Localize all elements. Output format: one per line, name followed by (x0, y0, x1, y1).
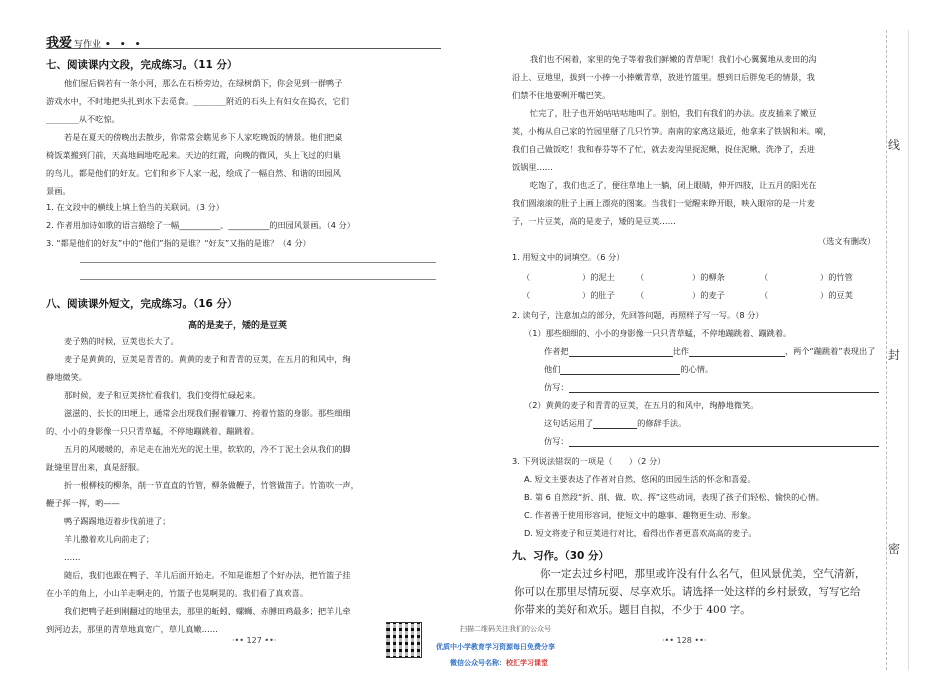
fill-word[interactable]: ）的柳条 (692, 272, 725, 282)
story-cont-line-1: 我们也不闲着，家里的兔子等着我们鲜嫩的青草呢！我们小心翼翼地从麦田的沟 (530, 54, 817, 64)
fill-word[interactable]: ）的麦子 (692, 290, 725, 300)
essay-line-2: 你可以在那里尽情玩耍、尽享欢乐。请选择一处这样的乡村景致，写写它给 (514, 586, 861, 598)
fill-word[interactable]: ）的肚子 (582, 290, 615, 300)
story-cont-line-4: 忙完了，肚子也开始咕咕咕地叫了。别怕，我们有我们的办法。皮皮插来了嫩豆 (530, 108, 817, 118)
answer-line[interactable] (80, 279, 436, 280)
sec7-passage-line-3: ________从不吃惊。 (46, 114, 120, 124)
story-line-15: 在小羊的角上，小山羊走啊走的，竹篮子也晃啊晃的。我们看了真欢喜。 (46, 588, 309, 598)
sec9-heading: 九、习作。（30 分） (512, 550, 610, 562)
footer-account-name: 校汇学习课堂 (506, 659, 548, 667)
blank-line[interactable] (593, 419, 637, 429)
fill-open: （ (522, 290, 531, 300)
story-line-2: 麦子是黄黄的，豆荚是青青的。黄黄的麦子和青青的豆荚，在五月的和风中，绚 (64, 354, 351, 364)
imitate-1 (544, 382, 879, 393)
fill-word[interactable]: ）的泥土 (582, 272, 615, 282)
story-line-8: 趾缝里冒出来，真是舒服。 (46, 462, 145, 472)
brand-name: 我爱 (46, 36, 73, 51)
binding-mark-line: 线 (888, 138, 901, 152)
fill-word[interactable]: ）的豆荚 (820, 290, 853, 300)
rq2-2-line (544, 418, 686, 429)
source-note: （选文有删改） (818, 236, 876, 246)
sec7-passage-line-7: 景画。 (46, 186, 71, 196)
answer-line[interactable] (80, 262, 436, 263)
q2-text-b: 比作 (672, 346, 689, 356)
page-number-right-value: 128 (676, 636, 692, 645)
story-line-14: 随后，我们也跟在鸭子、羊儿后面开始走。不知是谁想了个好办法，把竹篮子挂 (64, 570, 351, 580)
imitate-2 (544, 436, 879, 447)
q2-text-g: 的修辞手法。 (637, 418, 687, 428)
binding-line (886, 30, 887, 670)
story-cont-line-2: 沿上、豆地里，拔到一小捧一小捧嫩青草，放进竹篮里。想到日后胖兔毛的情景，我 (512, 72, 815, 82)
story-line-7: 五月的风暖暖的，赤足走在油光光的泥土里，软软的，冷不丁泥土会从我们的脚 (64, 444, 351, 454)
q2-text-c: ，两个“蹦跳着”表现出了 (784, 346, 876, 356)
sec7-heading: 七、阅读课内文段，完成练习。（11 分） (46, 59, 238, 71)
sec7-q3: 3. “都是他们的好友”中的“他们”指的是谁？“好友”又指的是谁？（4 分） (46, 238, 311, 248)
header-rule (46, 48, 441, 49)
fill-open: （ (760, 272, 769, 282)
qr-code-overlay (386, 622, 420, 656)
rq3: 3. 下列说法错误的一项是（ ）（2 分） (512, 456, 666, 466)
story-line-1: 麦子熟的时候，豆荚也长大了。 (64, 336, 179, 346)
footer-account (450, 658, 548, 668)
essay-line-3: 你带来的美好和欢乐。题目自拟，不少于 400 字。 (514, 604, 751, 616)
footer-scan-text: 扫描二维码关注我们的公众号 (460, 625, 551, 633)
story-title: 高的是麦子，矮的是豆荚 (188, 321, 288, 331)
sec7-q1: 1. 在文段中的横线上填上恰当的关联词。（3 分） (46, 202, 224, 212)
story-line-17: 到河边去，那里的青草地真宽广，草儿真嫩…… (46, 624, 218, 634)
fill-open: （ (636, 272, 645, 282)
sec7-passage-line-5: 椅饭菜搬到门前，天高地阔地吃起来。天边的红霞，向晚的微风，头上飞过的归巢 (46, 150, 341, 160)
rq2-2: （2）黄黄的麦子和青青的豆荚，在五月的和风中，绚静地微笑。 (524, 400, 759, 410)
imitate-label: 仿写： (544, 382, 569, 392)
footer-account-label: 微信公众号名称： (450, 659, 506, 667)
fill-open: （ (636, 290, 645, 300)
page-number-left-value: 127 (246, 636, 262, 645)
story-line-9: 折一根柳枝的柳条，削一节直直的竹管，柳条做鞭子，竹管做笛子。竹笛吹一声， (64, 480, 359, 490)
option-c[interactable]: C. 作者善于使用形容词，使短文中的趣事、趣物更生动、形象。 (524, 510, 756, 520)
rq2-1-line2 (544, 364, 713, 375)
story-cont-line-10: 子，一片豆荚，高的是麦子，矮的是豆荚…… (512, 216, 676, 226)
q2-text-a: 作者把 (544, 346, 569, 356)
fill-open: （ (522, 272, 531, 282)
story-cont-line-9: 我们圆滚滚的肚子上画上漂亮的图案。当我们一觉醒来睁开眼，映入眼帘的是一片麦 (512, 198, 815, 208)
imitate-label: 仿写： (544, 436, 569, 446)
page-number-right: ·•• 128 ••· (662, 636, 707, 645)
fill-word[interactable]: ）的竹管 (820, 272, 853, 282)
rq2-1: （1）那些细细的、小小的身影像一只只青草蜢，不停地蹦跳着、蹦跳着。 (524, 328, 792, 338)
blank-line[interactable] (569, 383, 879, 393)
page-number-left: ·•• 127 ••· (232, 636, 277, 645)
q2-text-f: 这句话运用了 (544, 418, 594, 428)
rq2-1-line1 (544, 346, 875, 357)
sec8-heading: 八、阅读课外短文，完成练习。（16 分） (46, 298, 238, 310)
story-line-6: 的、小小的身影像一只只青草蜢，不停地蹦跳着、蹦跳着。 (46, 426, 259, 436)
story-line-12: 羊儿撒着欢儿向前走了； (64, 534, 155, 544)
fill-open: （ (760, 290, 769, 300)
q2-text-e: 的心情。 (680, 364, 714, 374)
story-cont-line-6: 我们自己做饭吃！我和春芬等不了忙，就去麦沟里捉泥鳅，捉住泥鳅，洗净了，丢进 (512, 144, 815, 154)
blank-line[interactable] (569, 347, 673, 357)
footer-promo-line: 优质中小学教育学习资源每日免费分享 (436, 643, 555, 651)
option-a[interactable]: A. 短文主要表达了作者对自然、悠闲的田园生活的怀念和喜爱。 (524, 474, 756, 484)
option-d[interactable]: D. 短文将麦子和豆荚进行对比，看得出作者更喜欢高高的麦子。 (524, 528, 757, 538)
story-cont-line-5: 荚，小梅从自己家的竹园里掰了几只竹笋。南南的家离这最近，他拿来了铁锅和米。嗬， (512, 126, 832, 136)
sec7-passage-line-2: 游戏水中，不时地把头扎到水下去觅食。________附近的石头上有妇女在捣衣，它们 (46, 96, 349, 106)
brand-sub: 写作业 (74, 40, 102, 50)
blank-line[interactable] (689, 347, 785, 357)
sec7-passage-line-4: 若是在夏天的傍晚出去散步，你常常会瞧见乡下人家吃晚饭的情景。他们把桌 (64, 132, 343, 142)
q2-text-d: 他们 (544, 364, 561, 374)
story-line-13: …… (64, 552, 81, 562)
binding-mark-seal: 封 (888, 348, 901, 362)
sec7-passage-line-1: 他们屋后倘若有一条小河，那么在石桥旁边，在绿树荫下，你会见到一群鸭子 (64, 78, 343, 88)
story-line-3: 静地微笑。 (46, 372, 87, 382)
binding-mark-secret: 密 (888, 542, 901, 556)
blank-line[interactable] (569, 437, 879, 447)
sec7-q2: 2. 作者用加诗如歌的语言描绘了一幅__________、__________的田园风景画。（4 分） (46, 220, 355, 230)
sec7-passage-line-6: 的鸟儿，都是他们的好友。它们和乡下人家一起，绘成了一幅自然、和谐的田园风 (46, 168, 341, 178)
story-line-5: 滋滋的、长长的田埂上，通常会出现我们握着镰刀、挎着竹篮的身影。那些细细 (64, 408, 351, 418)
story-cont-line-3: 们禁不住地要咧开嘴巴笑。 (512, 90, 611, 100)
rq1: 1. 用短文中的词填空。（6 分） (512, 252, 625, 262)
brand-dots: • • • (105, 40, 144, 50)
essay-line-1: 你一定去过乡村吧，那里或许没有什么名气，但风景优美，空气清新， (540, 568, 866, 580)
story-cont-line-8: 吃饱了，我们也乏了，便往草地上一躺，闭上眼睛，伸开四肢，让五月的阳光在 (530, 180, 817, 190)
story-line-4: 那时候，麦子和豆荚挤忙看我们，我们变得忙碌起来。 (64, 390, 261, 400)
story-line-16: 我们把鸭子赶到刚翻过的地里去，那里的蚯蚓、螺蛳、赤膊田鸡最多；把羊儿牵 (64, 606, 351, 616)
blank-line[interactable] (560, 365, 680, 375)
story-line-10: 鞭子挥一挥，哟—— (46, 498, 120, 508)
option-b[interactable]: B. 第 6 自然段“折、削、做、吹、挥”这些动词，表现了孩子们轻松、愉快的心情。 (524, 492, 824, 502)
rq2: 2. 读句子，注意加点的部分，先回答问题，再照样子写一写。（8 分） (512, 310, 764, 320)
story-cont-line-7: 饭锅里…… (512, 162, 553, 172)
story-line-11: 鸭子踢踢地迈着步伐前进了； (64, 516, 171, 526)
page-edge (908, 30, 909, 670)
